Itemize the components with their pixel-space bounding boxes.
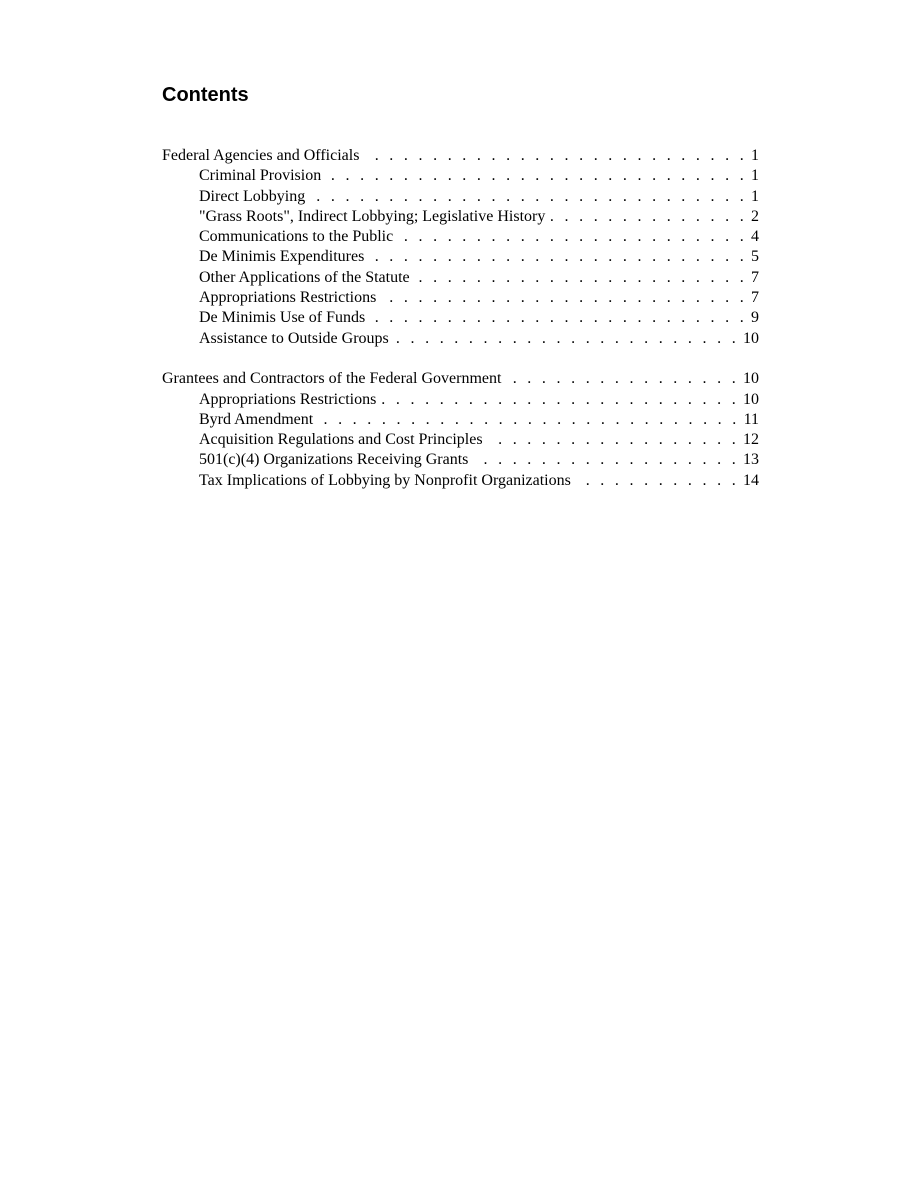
dot-leader [381,288,747,308]
toc-subentry[interactable] [162,268,759,288]
toc-section [162,146,759,349]
toc-entry-title: "Grass Roots", Indirect Lobbying; Legislative History [199,207,546,225]
toc-entry-page: 9 [751,309,759,327]
toc-entry-page: 7 [751,289,759,307]
toc-subentry[interactable] [162,471,759,491]
toc-subentry[interactable] [162,390,759,410]
dot-leader [506,369,739,389]
toc-entry-title: Direct Lobbying [199,187,306,205]
toc-subentry[interactable] [162,430,759,450]
toc-subentry[interactable] [162,308,759,328]
dot-leader [488,430,739,450]
dot-leader [394,329,739,349]
toc-subentry[interactable] [162,247,759,267]
toc-subentry[interactable] [162,329,759,349]
toc-entry-title: Assistance to Outside Groups [199,329,389,347]
toc-entry-page: 1 [751,187,759,205]
toc-entry-page: 10 [743,370,759,388]
toc-entry-title: Communications to the Public [199,228,394,246]
toc-entry-page: 13 [743,451,759,469]
toc-entry-page: 11 [743,410,759,428]
toc-entry-title: De Minimis Use of Funds [199,309,366,327]
toc-entry-page: 5 [751,248,759,266]
toc-entry-page: 14 [743,471,759,489]
dot-leader [318,410,739,430]
dot-leader [364,146,747,166]
dot-leader [326,166,747,186]
dot-leader [370,308,747,328]
toc-entry-page: 1 [751,147,759,164]
toc-subentry[interactable] [162,187,759,207]
toc-entry-page: 10 [743,329,759,347]
toc-entry-title: De Minimis Expenditures [199,248,365,266]
toc-entry-page: 7 [751,268,759,286]
dot-leader [576,471,739,491]
toc-subentry[interactable] [162,288,759,308]
toc-entry-title: Tax Implications of Lobbying by Nonprofit Organizations [199,471,571,489]
toc-entry-page: 4 [751,228,759,246]
table-of-contents [162,146,759,491]
toc-subentry[interactable] [162,227,759,247]
dot-leader [381,390,739,410]
dot-leader [398,227,747,247]
dot-leader [473,450,739,470]
toc-entry-title: Criminal Provision [199,167,322,185]
dot-leader [310,187,747,207]
toc-entry-title: Appropriations Restrictions [199,289,377,307]
dot-leader [550,207,747,227]
toc-entry-title: Appropriations Restrictions [199,390,377,408]
toc-subentry[interactable] [162,207,759,227]
dot-leader [415,268,747,288]
dot-leader [369,247,747,267]
toc-entry-page: 1 [751,167,759,185]
toc-entry-page: 10 [743,390,759,408]
toc-entry-title: Federal Agencies and Officials [162,147,360,164]
toc-entry-title: Other Applications of the Statute [199,268,410,286]
toc-entry-title: Grantees and Contractors of the Federal Government [162,370,502,388]
toc-entry-title: 501(c)(4) Organizations Receiving Grants [199,451,469,469]
toc-entry-page: 12 [743,431,759,449]
toc-subentry[interactable] [162,410,759,430]
page-title: Contents [162,84,249,106]
toc-entry-page: 2 [751,207,759,225]
toc-entry[interactable] [162,146,759,166]
toc-entry-title: Acquisition Regulations and Cost Principles [199,431,483,449]
toc-entry[interactable] [162,369,759,389]
toc-subentry[interactable] [162,166,759,186]
toc-subentry[interactable] [162,450,759,470]
toc-section [162,369,759,491]
toc-entry-title: Byrd Amendment [199,410,314,428]
